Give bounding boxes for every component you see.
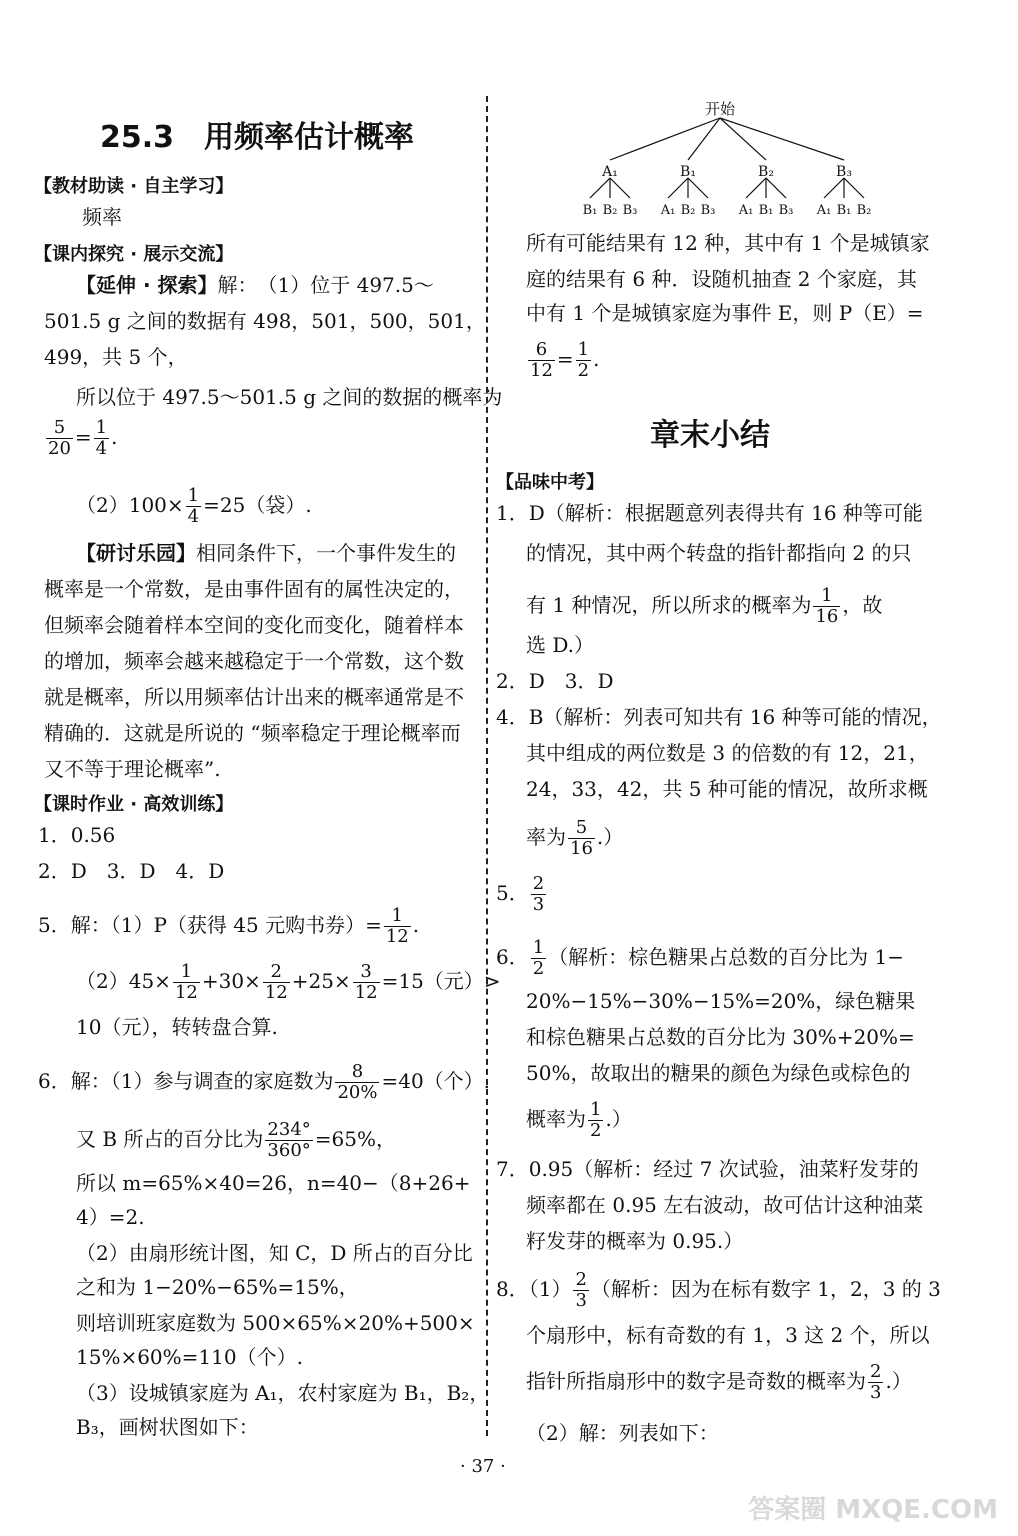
fraction-1-2: $\frac{1}{2}$ — [577, 339, 590, 381]
heading-exam: 【品味中考】 — [496, 472, 604, 493]
q1-d: 选 D.） — [526, 633, 595, 657]
hw-5c: 10（元），转转盘合算. — [76, 1015, 278, 1039]
hw-6a-text-2: =40（个）. — [381, 1069, 491, 1093]
fraction-1-2-b: $\frac{1}{2}$ — [532, 937, 545, 979]
fraction-5-16: $\frac{5}{16}$ — [570, 817, 593, 859]
hw-6b-text-2: =65%， — [314, 1127, 396, 1151]
fraction-8-20pct: $\frac{8}{20\%}$ — [337, 1061, 378, 1103]
q6-e-text-2: .） — [605, 1107, 632, 1131]
ext-6a: （2）100× — [76, 493, 184, 517]
q6-b: 20%−15%−30%−15%=20%，绿色糖果 — [526, 989, 916, 1013]
watermark: 答案圈 MXQE.COM — [748, 1495, 998, 1525]
q7-b: 频率都在 0.95 左右波动，故可估计这种油菜 — [526, 1193, 924, 1217]
tree-l1-0: A₁ — [602, 164, 618, 180]
answer-frequency: 频率 — [82, 205, 122, 229]
q8-a — [496, 1270, 941, 1311]
hw-6e: （2）由扇形统计图，知 C，D 所占的百分比 — [76, 1241, 473, 1265]
hw-6a — [38, 1062, 490, 1103]
hw-6b — [76, 1120, 396, 1161]
tree-l2-3-1: B₁ — [836, 203, 852, 218]
q1-c-text: 有 1 种情况，所以所求的概率为 — [526, 593, 812, 617]
q6-a — [496, 938, 904, 979]
q5 — [496, 874, 548, 915]
fraction-6-12: $\frac{6}{12}$ — [530, 339, 553, 381]
q6-label: 6． — [496, 945, 529, 969]
ext-label: 【延伸 · 探索】 — [76, 273, 218, 297]
fraction-1-12-b: $\frac{1}{12}$ — [174, 961, 198, 1003]
fraction-234-360: $\frac{234^\circ}{360^\circ}$ — [267, 1119, 311, 1161]
q4-d — [526, 818, 623, 859]
q4-d-text-2: .） — [596, 825, 624, 849]
tree-diagram — [560, 96, 880, 220]
research-line-4: 的增加，频率会越来越稳定于一个常数，这个数 — [44, 649, 464, 673]
tree-l2-1-1: B₂ — [680, 203, 696, 218]
q6-e-text: 概率为 — [526, 1107, 586, 1131]
q8-c-text-2: .） — [885, 1369, 912, 1393]
hw-5b-4: =15（元）> — [381, 969, 501, 993]
r-line-4 — [526, 340, 599, 381]
hw-6h: 15%×60%=110（个）. — [76, 1345, 303, 1369]
tree-l2-0-1: B₂ — [602, 203, 618, 218]
fraction-5-20: $\frac{5}{20}$ — [48, 417, 71, 459]
column-divider — [486, 96, 488, 1436]
q6-d: 50%，故取出的糖果的颜色为绿色或棕色的 — [526, 1061, 911, 1085]
ext-line-4: 所以位于 497.5～501.5 g 之间的数据的概率为 — [76, 385, 503, 409]
ext-line-2: 501.5 g 之间的数据有 498，501，500，501， — [44, 309, 486, 333]
q5-label: 5． — [496, 881, 529, 905]
period: . — [593, 347, 600, 371]
research-text-1: 相同条件下，一个事件发生的 — [196, 541, 456, 565]
tree-l2-1-0: A₁ — [660, 203, 676, 218]
hw-5b-2: +30× — [201, 969, 261, 993]
q8-label: 8．（1） — [496, 1277, 572, 1301]
hw-6d: 4）=2. — [76, 1205, 145, 1229]
fraction-2-12: $\frac{2}{12}$ — [264, 961, 288, 1003]
fraction-1-12: $\frac{1}{12}$ — [385, 905, 409, 947]
q4-d-text: 率为 — [526, 825, 566, 849]
q4-c: 24，33，42，共 5 种可能的情况，故所求概 — [526, 777, 928, 801]
equals: = — [556, 347, 574, 371]
tree-l2-2-0: A₁ — [738, 203, 754, 218]
q8-b: 个扇形中，标有奇数的有 1，3 这 2 个，所以 — [526, 1323, 930, 1347]
hw-5b-3: +25× — [291, 969, 351, 993]
section-title: 25.3 用频率估计概率 — [100, 120, 415, 155]
hw-5a-text: 5．解：（1）P（获得 45 元购书券）= — [38, 913, 382, 937]
fraction-1-4-b: $\frac{1}{4}$ — [187, 485, 200, 527]
heading-homework: 【课时作业 · 高效训练】 — [34, 794, 234, 815]
hw-5b — [76, 962, 501, 1003]
equals: = — [74, 425, 92, 449]
hw-6c: 所以 m=65%×40=26，n=40−（8+26+ — [76, 1171, 471, 1195]
period: . — [111, 425, 118, 449]
q4-b: 其中组成的两位数是 3 的倍数的有 12，21， — [526, 741, 929, 765]
research-line-6: 精确的．这就是所说的 “频率稳定于理论概率而 — [44, 721, 461, 745]
tree-root: 开始 — [704, 100, 736, 118]
hw-5a — [38, 906, 419, 947]
fraction-2-3-c: $\frac{2}{3}$ — [870, 1361, 882, 1403]
r-line-2: 庭的结果有 6 种．设随机抽查 2 个家庭，其 — [526, 267, 917, 291]
fraction-3-12: $\frac{3}{12}$ — [354, 961, 378, 1003]
q6-a-text: （解析：棕色糖果占总数的百分比为 1− — [548, 945, 905, 969]
chapter-summary-title: 章末小结 — [650, 418, 770, 453]
q8-a-text: （解析：因为在标有数字 1，2，3 的 3 — [590, 1277, 941, 1301]
ext-line-3: 499，共 5 个， — [44, 345, 188, 369]
tree-l1-2: B₂ — [758, 164, 774, 180]
page-number: · 37 · — [460, 1456, 506, 1477]
q1-c-text-2: ，故 — [842, 593, 883, 617]
q8-c-text: 指针所指扇形中的数字是奇数的概率为 — [526, 1369, 866, 1393]
period: . — [412, 913, 420, 937]
q4-a: 4．B（解析：列表可知共有 16 种等可能的情况， — [496, 705, 942, 729]
tree-l1-1: B₁ — [680, 164, 696, 180]
tree-l2-3-2: B₂ — [856, 203, 872, 218]
q1-a: 1．D（解析：根据题意列表得共有 16 种等可能 — [496, 501, 923, 525]
hw-1: 1．0.56 — [38, 823, 116, 847]
q8-d: （2）解：列表如下： — [526, 1421, 719, 1445]
q7-c: 籽发芽的概率为 0.95.） — [526, 1229, 744, 1253]
q6-c: 和棕色糖果占总数的百分比为 30%+20%= — [526, 1025, 915, 1049]
ext-line-5 — [44, 418, 117, 459]
tree-l2-1-2: B₃ — [700, 203, 716, 218]
hw-6j: B₃，画树状图如下： — [76, 1415, 259, 1439]
research-line-2: 概率是一个常数，是由事件固有的属性决定的， — [44, 577, 464, 601]
hw-6b-text: 又 B 所占的百分比为 — [76, 1127, 264, 1151]
hw-5b-1: （2）45× — [76, 969, 171, 993]
hw-2-4: 2．D 3．D 4．D — [38, 859, 225, 883]
heading-in-class: 【课内探究 · 展示交流】 — [34, 244, 234, 265]
tree-l2-2-1: B₁ — [758, 203, 774, 218]
ext-line-1 — [76, 272, 434, 298]
fraction-2-3: $\frac{2}{3}$ — [532, 873, 545, 915]
heading-textbook-guide: 【教材助读 · 自主学习】 — [34, 176, 234, 197]
tree-l2-2-2: B₃ — [778, 203, 794, 218]
fraction-1-16: $\frac{1}{16}$ — [815, 585, 839, 627]
tree-l2-0-0: B₁ — [582, 203, 598, 218]
q6-e — [526, 1100, 632, 1141]
fraction-1-2-c: $\frac{1}{2}$ — [590, 1099, 602, 1141]
r-line-3: 中有 1 个是城镇家庭为事件 E，则 P（E）= — [526, 301, 924, 325]
tree-l2-0-2: B₃ — [622, 203, 638, 218]
q8-c — [526, 1362, 912, 1403]
q1-c — [526, 586, 882, 627]
q2-3: 2．D 3．D — [496, 669, 614, 693]
ext-6b: =25（袋）. — [203, 493, 312, 517]
r-line-1: 所有可能结果有 12 种，其中有 1 个是城镇家 — [526, 231, 930, 255]
hw-6f: 之和为 1−20%−65%=15%， — [76, 1275, 359, 1299]
research-line-5: 就是概率，所以用频率估计出来的概率通常是不 — [44, 685, 464, 709]
hw-6i: （3）设城镇家庭为 A₁，农村家庭为 B₁，B₂， — [76, 1381, 490, 1405]
research-line-7: 又不等于理论概率”. — [44, 757, 221, 781]
research-line-1 — [76, 540, 456, 566]
tree-l2-3-0: A₁ — [816, 203, 832, 218]
ext-line-6 — [76, 486, 312, 527]
fraction-2-3-b: $\frac{2}{3}$ — [575, 1269, 587, 1311]
hw-6g: 则培训班家庭数为 500×65%×20%+500× — [76, 1311, 475, 1335]
fraction-1-4: $\frac{1}{4}$ — [95, 417, 108, 459]
ext-text-1: 解： （1）位于 497.5～ — [217, 273, 434, 297]
tree-l1-3: B₃ — [836, 164, 852, 180]
research-label: 【研讨乐园】 — [76, 541, 196, 565]
hw-6a-text: 6．解：（1）参与调查的家庭数为 — [38, 1069, 334, 1093]
q7-a: 7．0.95（解析：经过 7 次试验，油菜籽发芽的 — [496, 1157, 919, 1181]
q1-b: 的情况，其中两个转盘的指针都指向 2 的只 — [526, 541, 912, 565]
research-line-3: 但频率会随着样本空间的变化而变化，随着样本 — [44, 613, 464, 637]
